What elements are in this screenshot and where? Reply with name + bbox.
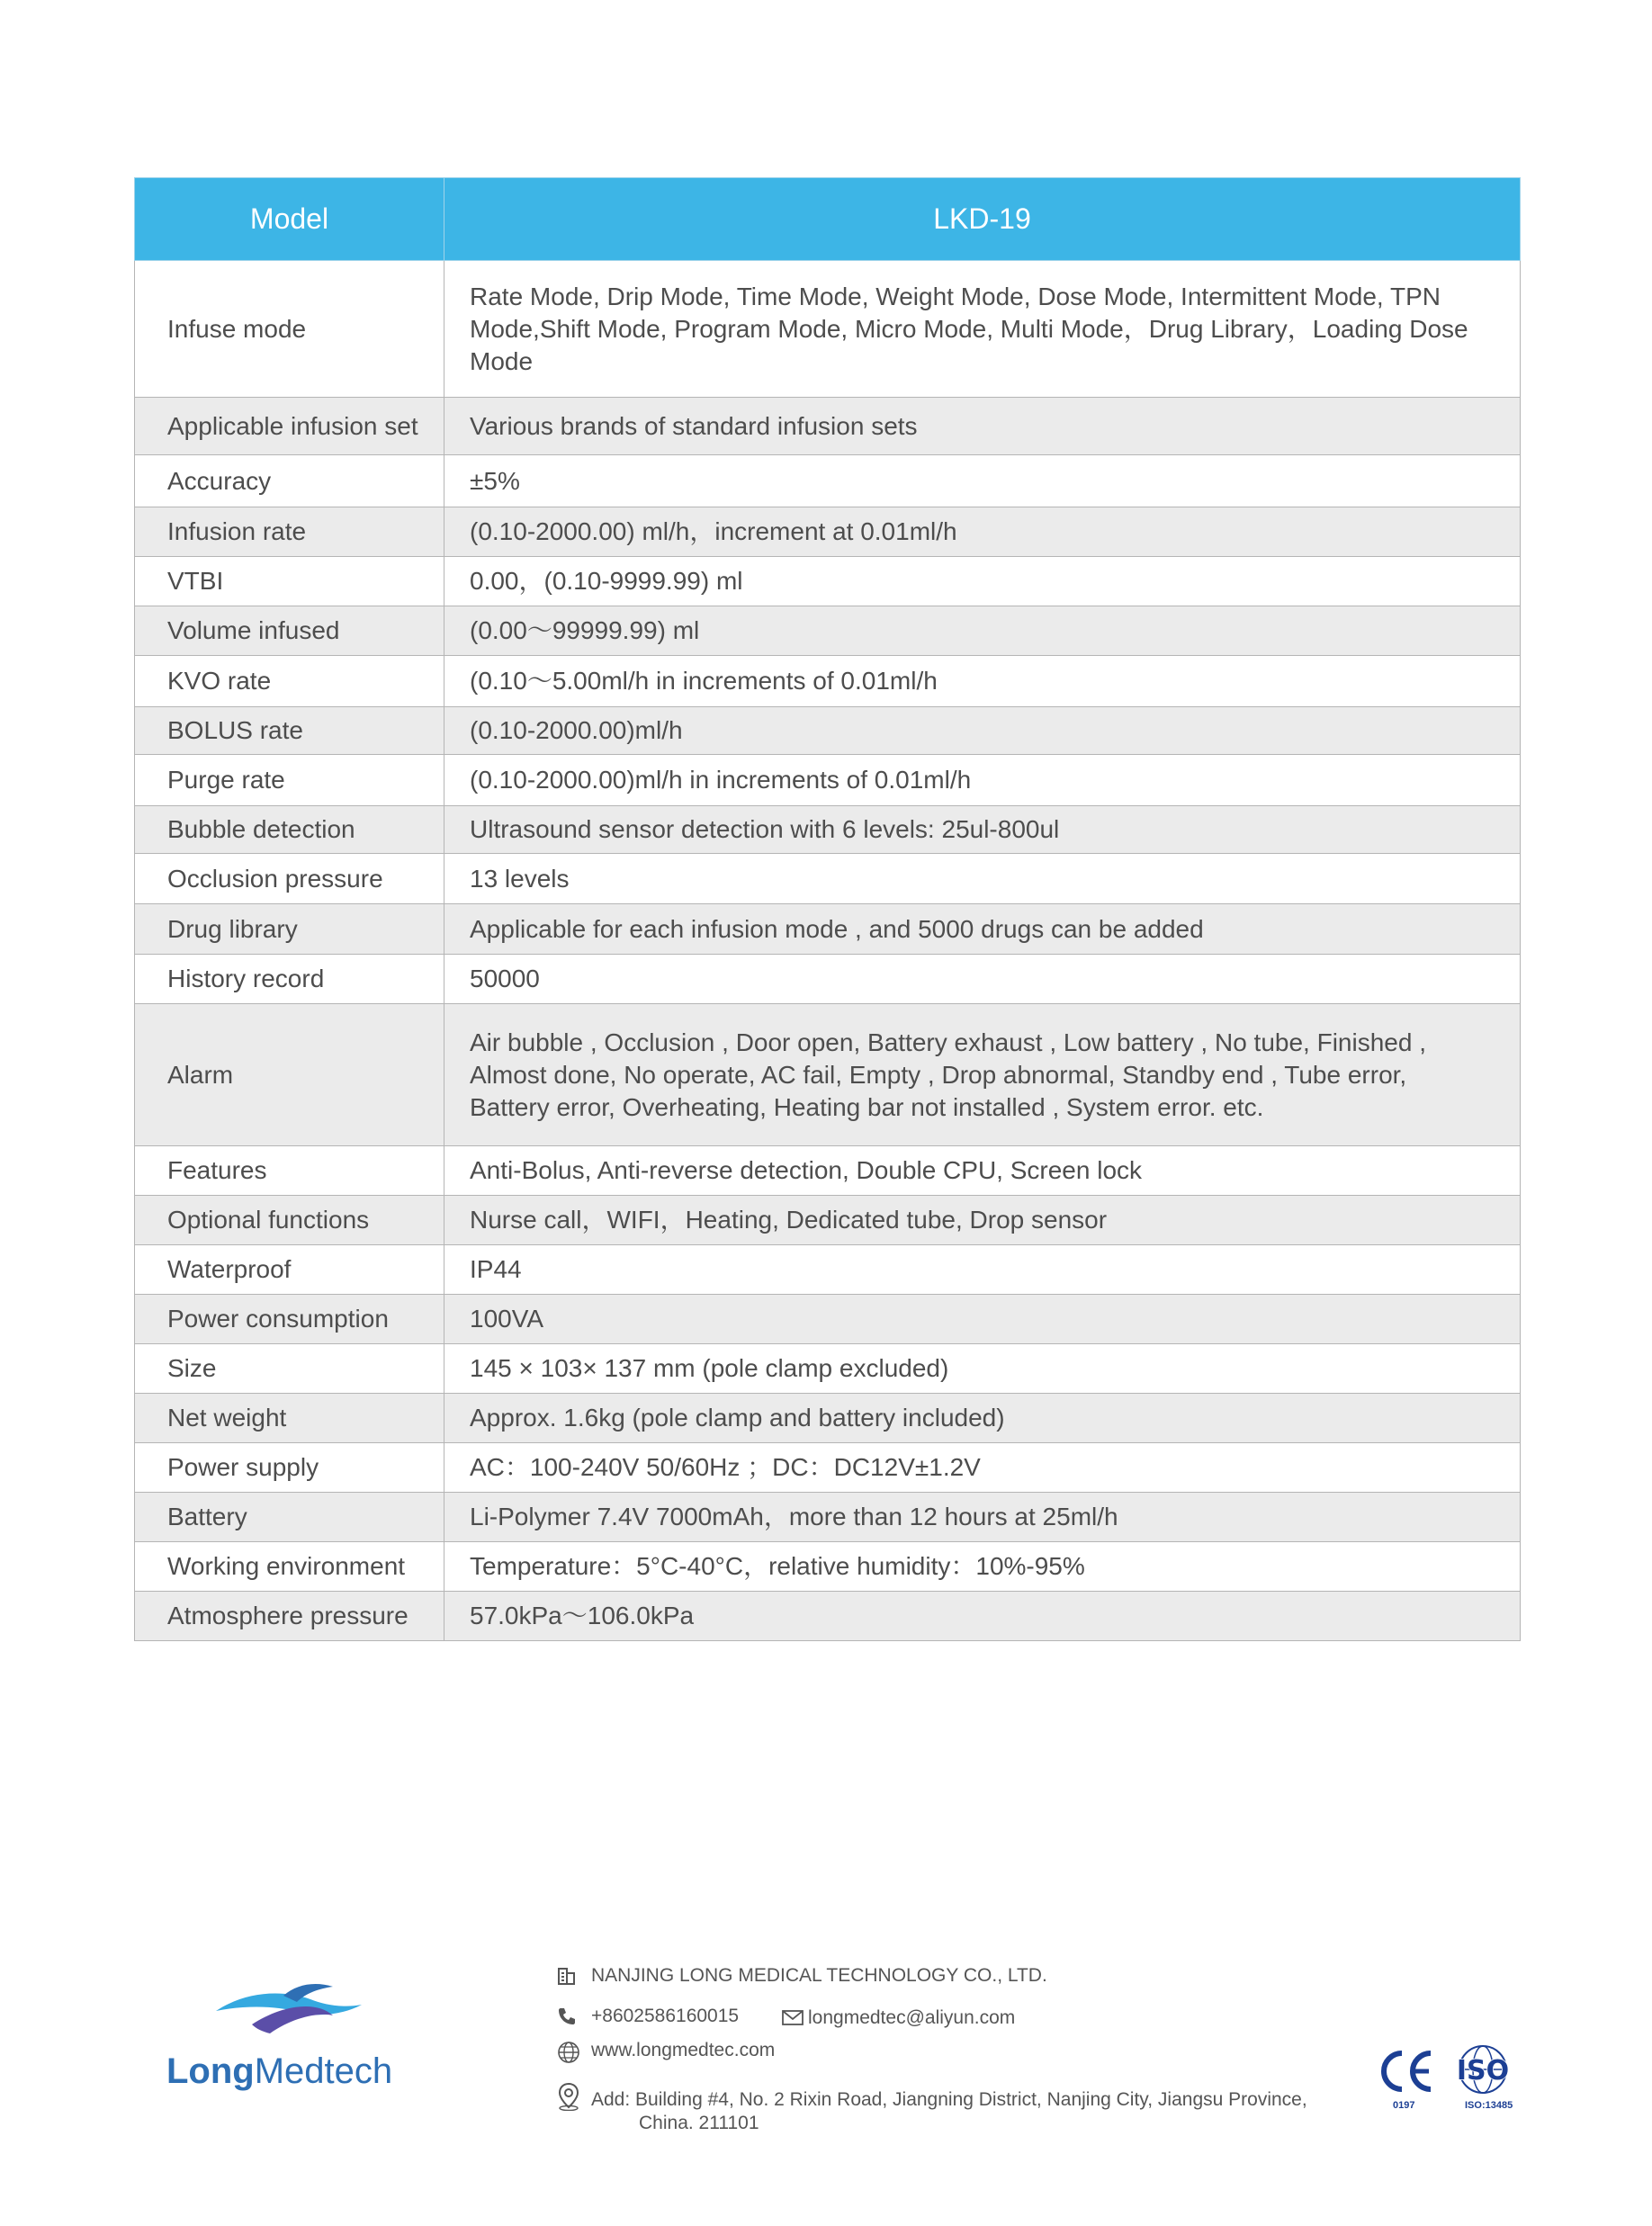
row-value: Various brands of standard infusion sets [444, 398, 1521, 455]
row-label: Power supply [135, 1443, 444, 1493]
row-value: Anti-Bolus, Anti-reverse detection, Double CPU, Screen lock [444, 1146, 1521, 1196]
globe-icon [556, 2040, 581, 2065]
wave-logo-icon [207, 1979, 369, 2042]
row-label: Infuse mode [135, 261, 444, 398]
address-line-2: China. 211101 [639, 2113, 759, 2133]
row-value: Applicable for each infusion mode , and 5000 drugs can be added [444, 904, 1521, 955]
table-row [135, 854, 1521, 904]
row-label: Drug library [135, 904, 444, 955]
row-value: 145 × 103× 137 mm (pole clamp excluded) [444, 1344, 1521, 1394]
table-row [135, 507, 1521, 557]
row-label: Bubble detection [135, 806, 444, 854]
table-row [135, 656, 1521, 707]
table-row [135, 1344, 1521, 1394]
table-row [135, 955, 1521, 1004]
table-row [135, 806, 1521, 854]
row-label: Infusion rate [135, 507, 444, 557]
table-row [135, 1146, 1521, 1196]
address-line-1: Add: Building #4, No. 2 Rixin Road, Jiangning District, Nanjing City, Jiangsu Province, [591, 2089, 1307, 2110]
row-label: Alarm [135, 1004, 444, 1146]
company-name: NANJING LONG MEDICAL TECHNOLOGY CO., LTD. [591, 1965, 1047, 1986]
row-label: Size [135, 1344, 444, 1394]
row-value: 50000 [444, 955, 1521, 1004]
logo-regular: Medtech [254, 2051, 393, 2091]
row-value: Nurse call，WIFI，Heating, Dedicated tube, Drop sensor [444, 1196, 1521, 1245]
phone-icon [556, 2006, 578, 2027]
row-label: Accuracy [135, 455, 444, 507]
row-label: Working environment [135, 1542, 444, 1592]
row-value: Ultrasound sensor detection with 6 levels: 25ul-800ul [444, 806, 1521, 854]
spec-body [135, 261, 1521, 1641]
row-value: 13 levels [444, 854, 1521, 904]
row-value: (0.00～99999.99) ml [444, 606, 1521, 656]
row-label: BOLUS rate [135, 707, 444, 755]
table-row [135, 455, 1521, 507]
website-line [556, 2040, 916, 2065]
table-row [135, 1196, 1521, 1245]
row-label: Applicable infusion set [135, 398, 444, 455]
row-label: Net weight [135, 1394, 444, 1443]
row-label: History record [135, 955, 444, 1004]
table-row [135, 1493, 1521, 1542]
row-value: (0.10-2000.00)ml/h [444, 707, 1521, 755]
iso-number: ISO:13485 [1465, 2100, 1513, 2111]
iso-globe-icon [1447, 2042, 1519, 2098]
header-model-label: Model [135, 178, 444, 261]
email-address[interactable]: longmedtec@aliyun.com [808, 2007, 1016, 2028]
logo-bold: Long [166, 2051, 255, 2091]
table-row [135, 1245, 1521, 1295]
row-value: (0.10-2000.00) ml/h，increment at 0.01ml/h [444, 507, 1521, 557]
certification-marks [1375, 2044, 1519, 2116]
table-row [135, 398, 1521, 455]
table-row [135, 904, 1521, 955]
row-value: IP44 [444, 1245, 1521, 1295]
logo-wordmark [166, 2051, 392, 2092]
table-row [135, 557, 1521, 606]
website-url[interactable]: www.longmedtec.com [591, 2040, 776, 2060]
row-value: Li-Polymer 7.4V 7000mAh，more than 12 hours at 25ml/h [444, 1493, 1521, 1542]
row-value: (0.10-2000.00)ml/h in increments of 0.01ml/h [444, 755, 1521, 806]
table-row [135, 1004, 1521, 1146]
header-model-value: LKD-19 [444, 178, 1521, 261]
ce-number: 0197 [1393, 2100, 1415, 2111]
iso-text: ISO [1456, 2055, 1510, 2087]
mail-icon [781, 2007, 804, 2027]
table-row [135, 1394, 1521, 1443]
row-value: Rate Mode, Drip Mode, Time Mode, Weight Mode, Dose Mode, Intermittent Mode, TPN Mode,Shift Mode, Program Mode, Micro Mode, Multi Mode，Drug Library，Loading Dose Mode [444, 261, 1521, 398]
row-label: Atmosphere pressure [135, 1592, 444, 1641]
email-line [781, 2007, 1105, 2033]
row-label: Power consumption [135, 1295, 444, 1344]
table-row [135, 707, 1521, 755]
address-block [556, 2082, 1366, 2136]
row-label: VTBI [135, 557, 444, 606]
row-label: Volume infused [135, 606, 444, 656]
row-value: 100VA [444, 1295, 1521, 1344]
row-value: AC：100-240V 50/60Hz ；DC：DC12V±1.2V [444, 1443, 1521, 1493]
row-label: Waterproof [135, 1245, 444, 1295]
row-value: 57.0kPa～106.0kPa [444, 1592, 1521, 1641]
table-row [135, 1443, 1521, 1493]
table-row [135, 755, 1521, 806]
phone-number: +8602586160015 [591, 2006, 740, 2026]
building-icon [556, 1965, 578, 1987]
row-value: Temperature：5°C-40°C，relative humidity：10%-95% [444, 1542, 1521, 1592]
table-row [135, 1592, 1521, 1641]
row-value: 0.00，(0.10-9999.99) ml [444, 557, 1521, 606]
row-value: Air bubble , Occlusion , Door open, Battery exhaust , Low battery , No tube, Finished , Almost done, No operate, AC fail, Empty , Drop abnormal, Standby end , Tube error, Battery error, Overheating, Heating bar not installed , System error. etc. [444, 1004, 1521, 1146]
ce-mark-icon [1375, 2044, 1438, 2098]
row-label: Features [135, 1146, 444, 1196]
spec-table [134, 177, 1521, 1641]
company-line [556, 1965, 1276, 1990]
row-value: Approx. 1.6kg (pole clamp and battery included) [444, 1394, 1521, 1443]
table-row [135, 261, 1521, 398]
table-row [135, 606, 1521, 656]
table-row [135, 1542, 1521, 1592]
location-pin-icon [556, 2082, 581, 2111]
row-label: KVO rate [135, 656, 444, 707]
row-label: Optional functions [135, 1196, 444, 1245]
table-header-row [135, 178, 1521, 261]
row-label: Battery [135, 1493, 444, 1542]
longmedtech-logo [162, 1979, 423, 2096]
row-value: ±5% [444, 455, 1521, 507]
row-label: Purge rate [135, 755, 444, 806]
row-value: (0.10～5.00ml/h in increments of 0.01ml/h [444, 656, 1521, 707]
table-row [135, 1295, 1521, 1344]
row-label: Occlusion pressure [135, 854, 444, 904]
